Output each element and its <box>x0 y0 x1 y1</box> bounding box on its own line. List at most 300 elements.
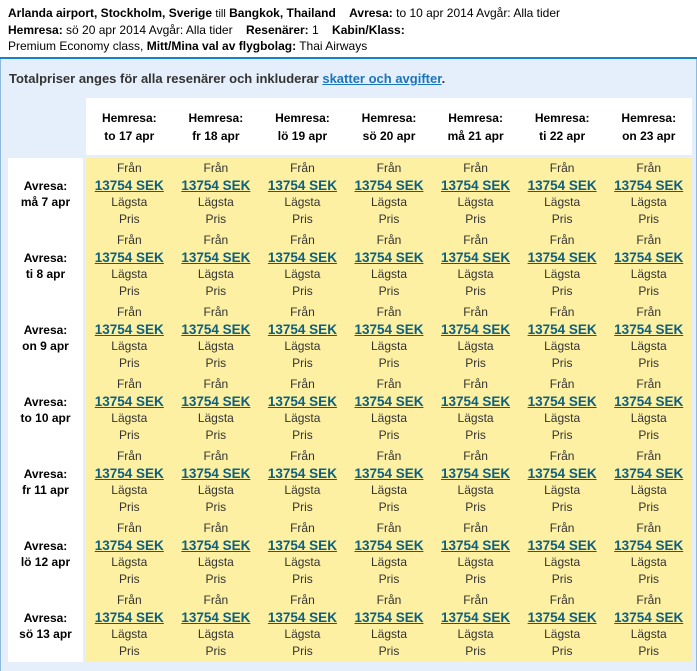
from-label: Från <box>636 593 662 607</box>
lowest-price-line2: Pris <box>378 284 400 298</box>
from-label: Från <box>549 161 575 175</box>
fare-cell <box>519 590 606 662</box>
from-label: Från <box>116 377 142 391</box>
from-label: Från <box>463 305 488 319</box>
price-link[interactable]: 13754 SEK <box>354 394 424 409</box>
from-label: Från <box>376 521 402 535</box>
column-header-hemresa <box>605 98 692 155</box>
price-link[interactable]: 13754 SEK <box>267 322 337 337</box>
fare-cell <box>86 446 173 518</box>
from-label: Från <box>376 161 402 175</box>
from-label: Från <box>376 233 402 247</box>
lowest-price-line1: Lägsta <box>111 411 148 425</box>
fare-cell <box>519 158 606 230</box>
from-label: Från <box>636 377 662 391</box>
lowest-price-line2: Pris <box>118 212 140 226</box>
price-link[interactable]: 13754 SEK <box>441 466 511 481</box>
from-label: Från <box>203 449 229 463</box>
lowest-price-line1: Lägsta <box>197 195 234 209</box>
fare-cell <box>173 230 260 302</box>
lowest-price-line1: Lägsta <box>544 267 581 281</box>
hemresa-date: lö 19 apr <box>277 128 328 143</box>
avresa-value: to 10 apr 2014 Avgår: Alla tider <box>396 6 561 20</box>
row-header-avresa <box>8 374 83 446</box>
from-label: Från <box>290 377 315 391</box>
lowest-price-line2: Pris <box>551 500 573 514</box>
lowest-price-line1: Lägsta <box>370 195 407 209</box>
lowest-price-line2: Pris <box>378 644 400 658</box>
resenarer-label: Resenärer: <box>245 23 309 37</box>
lowest-price-line1: Lägsta <box>457 195 494 209</box>
price-link[interactable]: 13754 SEK <box>527 394 597 409</box>
fare-cell <box>346 230 433 302</box>
lowest-price-line2: Pris <box>465 572 486 586</box>
price-link[interactable]: 13754 SEK <box>267 394 337 409</box>
avresa-date: to 10 apr <box>20 411 71 425</box>
from-label: Från <box>636 449 662 463</box>
price-link[interactable]: 13754 SEK <box>527 322 597 337</box>
fare-cell <box>86 302 173 374</box>
lowest-price-line1: Lägsta <box>284 339 321 353</box>
avresa-label: Avresa: <box>23 251 68 265</box>
fare-cell <box>346 158 433 230</box>
lowest-price-line1: Lägsta <box>544 411 581 425</box>
from-label: Från <box>549 233 575 247</box>
price-link[interactable]: 13754 SEK <box>94 466 164 481</box>
lowest-price-line2: Pris <box>205 212 227 226</box>
hemresa-date: fr 18 apr <box>192 128 240 143</box>
fare-cell <box>259 158 346 230</box>
from-label: Från <box>636 161 662 175</box>
lowest-price-line1: Lägsta <box>197 267 234 281</box>
fare-cell <box>432 302 519 374</box>
lowest-price-line1: Lägsta <box>111 267 148 281</box>
fare-cell <box>259 374 346 446</box>
avresa-date: sö 13 apr <box>19 627 72 641</box>
fare-cell <box>605 374 692 446</box>
lowest-price-line1: Lägsta <box>284 195 321 209</box>
lowest-price-line2: Pris <box>205 428 227 442</box>
lowest-price-line1: Lägsta <box>111 339 148 353</box>
price-link[interactable]: 13754 SEK <box>354 250 424 265</box>
lowest-price-line1: Lägsta <box>284 555 321 569</box>
lowest-price-line2: Pris <box>205 500 227 514</box>
fare-cell <box>346 590 433 662</box>
price-link[interactable]: 13754 SEK <box>181 538 251 553</box>
lowest-price-line1: Lägsta <box>111 555 148 569</box>
avresa-date: fr 11 apr <box>22 483 69 497</box>
lowest-price-line2: Pris <box>118 644 140 658</box>
column-header-hemresa <box>432 98 519 155</box>
from-label: Från <box>636 233 662 247</box>
hemresa-label: Hemresa: <box>448 110 503 125</box>
price-link[interactable]: 13754 SEK <box>527 610 597 625</box>
fare-cell <box>173 158 260 230</box>
price-link[interactable]: 13754 SEK <box>267 178 337 193</box>
fare-cell <box>173 302 260 374</box>
avresa-label: Avresa: <box>23 539 68 553</box>
flygbolag-value: Thai Airways <box>299 39 368 53</box>
fare-cell <box>519 230 606 302</box>
row-header-avresa <box>8 158 83 230</box>
lowest-price-line2: Pris <box>465 212 486 226</box>
column-header-box <box>86 98 692 155</box>
origin-text: Arlanda airport, Stockholm, Sverige <box>8 6 213 20</box>
from-label: Från <box>116 593 142 607</box>
from-label: Från <box>549 449 575 463</box>
lowest-price-line2: Pris <box>292 284 313 298</box>
fare-cell <box>605 590 692 662</box>
price-link[interactable]: 13754 SEK <box>614 322 684 337</box>
from-label: Från <box>290 305 315 319</box>
lowest-price-line2: Pris <box>118 284 140 298</box>
lowest-price-line1: Lägsta <box>544 483 581 497</box>
lowest-price-line1: Lägsta <box>544 555 581 569</box>
price-link[interactable]: 13754 SEK <box>614 250 684 265</box>
price-link[interactable]: 13754 SEK <box>614 394 684 409</box>
lowest-price-line2: Pris <box>551 356 573 370</box>
lowest-price-line2: Pris <box>638 500 660 514</box>
price-link[interactable]: 13754 SEK <box>441 178 511 193</box>
lowest-price-line1: Lägsta <box>457 483 494 497</box>
fare-cell <box>173 518 260 590</box>
from-label: Från <box>463 161 488 175</box>
lowest-price-line1: Lägsta <box>111 627 148 641</box>
lowest-price-line1: Lägsta <box>630 555 667 569</box>
fare-matrix <box>8 98 696 662</box>
price-link[interactable]: 13754 SEK <box>94 394 164 409</box>
fare-cell <box>519 518 606 590</box>
lowest-price-line1: Lägsta <box>284 483 321 497</box>
from-label: Från <box>116 521 142 535</box>
lowest-price-line2: Pris <box>118 500 140 514</box>
lowest-price-line2: Pris <box>465 644 486 658</box>
till-text: till <box>215 8 226 20</box>
column-header-hemresa <box>259 98 346 155</box>
from-label: Från <box>203 305 229 319</box>
fare-cell <box>259 518 346 590</box>
fare-cell <box>605 230 692 302</box>
lowest-price-line2: Pris <box>205 284 227 298</box>
trip-summary <box>0 0 697 57</box>
price-link[interactable]: 13754 SEK <box>267 250 337 265</box>
from-label: Från <box>463 377 488 391</box>
from-label: Från <box>549 305 575 319</box>
lowest-price-line2: Pris <box>638 212 660 226</box>
price-link[interactable]: 13754 SEK <box>94 322 164 337</box>
price-link[interactable]: 13754 SEK <box>527 178 597 193</box>
resenarer-value: 1 <box>312 23 319 37</box>
fare-cell <box>432 374 519 446</box>
lowest-price-line1: Lägsta <box>457 339 494 353</box>
lowest-price-line2: Pris <box>551 428 573 442</box>
price-link[interactable]: 13754 SEK <box>181 466 251 481</box>
from-label: Från <box>116 449 142 463</box>
hemresa-label: Hemresa: <box>275 110 330 125</box>
price-link[interactable]: 13754 SEK <box>354 466 424 481</box>
lowest-price-line1: Lägsta <box>284 267 321 281</box>
price-link[interactable]: 13754 SEK <box>614 610 684 625</box>
price-link[interactable]: 13754 SEK <box>181 178 251 193</box>
price-link[interactable]: 13754 SEK <box>441 322 511 337</box>
from-label: Från <box>290 449 315 463</box>
lowest-price-line2: Pris <box>118 428 140 442</box>
lowest-price-line1: Lägsta <box>457 411 494 425</box>
hemresa-label: Hemresa: <box>361 110 417 125</box>
from-label: Från <box>376 593 402 607</box>
hemresa-label: Hemresa: <box>101 110 157 125</box>
from-label: Från <box>463 233 488 247</box>
from-label: Från <box>376 305 402 319</box>
lowest-price-line2: Pris <box>638 644 660 658</box>
lowest-price-line2: Pris <box>378 212 400 226</box>
avresa-label: Avresa: <box>349 6 393 20</box>
price-link[interactable]: 13754 SEK <box>267 466 337 481</box>
lowest-price-line2: Pris <box>292 500 313 514</box>
hemresa-label: Hemresa: <box>621 110 677 125</box>
lowest-price-line2: Pris <box>638 428 660 442</box>
lowest-price-line2: Pris <box>118 356 140 370</box>
lowest-price-line2: Pris <box>292 212 313 226</box>
avresa-label: Avresa: <box>23 467 68 481</box>
taxes-fees-link[interactable]: skatter och avgifter <box>322 71 442 86</box>
from-label: Från <box>116 305 142 319</box>
lowest-price-line2: Pris <box>638 572 660 586</box>
column-header-hemresa <box>86 98 173 155</box>
lowest-price-line1: Lägsta <box>457 627 494 641</box>
fare-cell <box>519 302 606 374</box>
lowest-price-line2: Pris <box>551 644 573 658</box>
fare-cell <box>259 446 346 518</box>
hemresa-value: sö 20 apr 2014 Avgår: Alla tider <box>66 23 233 37</box>
column-header-row <box>86 98 696 155</box>
price-link[interactable]: 13754 SEK <box>267 610 337 625</box>
lowest-price-line1: Lägsta <box>630 483 667 497</box>
lowest-price-line1: Lägsta <box>197 339 234 353</box>
column-header-hemresa <box>173 98 260 155</box>
lowest-price-line1: Lägsta <box>630 627 667 641</box>
fare-cell <box>346 302 433 374</box>
from-label: Från <box>463 521 488 535</box>
lowest-price-line2: Pris <box>551 212 573 226</box>
from-label: Från <box>290 521 315 535</box>
destination-text: Bangkok, Thailand <box>229 6 336 20</box>
price-link[interactable]: 13754 SEK <box>354 610 424 625</box>
price-link[interactable]: 13754 SEK <box>181 322 251 337</box>
lowest-price-line2: Pris <box>205 644 227 658</box>
fare-cell <box>605 518 692 590</box>
row-header-avresa <box>8 302 83 374</box>
hemresa-date: må 21 apr <box>447 128 504 143</box>
fare-cell <box>432 590 519 662</box>
column-header-hemresa <box>346 98 433 155</box>
price-link[interactable]: 13754 SEK <box>354 322 424 337</box>
fare-grid <box>86 158 692 662</box>
avresa-date: ti 8 apr <box>25 267 66 281</box>
fare-cell <box>259 230 346 302</box>
lowest-price-line1: Lägsta <box>630 267 667 281</box>
fare-cell <box>86 590 173 662</box>
note-text: Totalpriser anges för alla resenärer och inkluderar <box>9 71 319 86</box>
price-link[interactable]: 13754 SEK <box>94 538 164 553</box>
hemresa-label: Hemresa: <box>188 110 244 125</box>
row-header-avresa <box>8 446 83 518</box>
price-link[interactable]: 13754 SEK <box>527 466 597 481</box>
lowest-price-line1: Lägsta <box>197 483 234 497</box>
lowest-price-line2: Pris <box>378 500 400 514</box>
price-link[interactable]: 13754 SEK <box>94 610 164 625</box>
lowest-price-line2: Pris <box>118 572 140 586</box>
fare-cell <box>346 518 433 590</box>
from-label: Från <box>290 593 315 607</box>
from-label: Från <box>116 161 142 175</box>
from-label: Från <box>636 305 662 319</box>
total-price-note <box>1 59 696 87</box>
price-link[interactable]: 13754 SEK <box>354 538 424 553</box>
fare-cell <box>173 446 260 518</box>
from-label: Från <box>203 521 229 535</box>
fare-cell <box>432 158 519 230</box>
fare-cell <box>432 446 519 518</box>
avresa-date: on 9 apr <box>22 339 69 353</box>
lowest-price-line2: Pris <box>638 284 660 298</box>
lowest-price-line1: Lägsta <box>197 555 234 569</box>
price-link[interactable]: 13754 SEK <box>354 178 424 193</box>
avresa-date: lö 12 apr <box>20 555 71 569</box>
fare-matrix-body <box>8 158 696 662</box>
from-label: Från <box>463 449 488 463</box>
lowest-price-line1: Lägsta <box>284 627 321 641</box>
price-link[interactable]: 13754 SEK <box>181 394 251 409</box>
from-label: Från <box>636 521 662 535</box>
from-label: Från <box>549 593 575 607</box>
lowest-price-line2: Pris <box>292 428 313 442</box>
lowest-price-line1: Lägsta <box>544 627 581 641</box>
price-link[interactable]: 13754 SEK <box>94 178 164 193</box>
from-label: Från <box>203 233 229 247</box>
price-link[interactable]: 13754 SEK <box>441 610 511 625</box>
lowest-price-line1: Lägsta <box>370 483 407 497</box>
lowest-price-line2: Pris <box>378 428 400 442</box>
fare-cell <box>86 158 173 230</box>
price-link[interactable]: 13754 SEK <box>527 538 597 553</box>
lowest-price-line2: Pris <box>292 572 313 586</box>
fare-cell <box>346 374 433 446</box>
price-link[interactable]: 13754 SEK <box>441 394 511 409</box>
lowest-price-line1: Lägsta <box>457 555 494 569</box>
hemresa-label: Hemresa: <box>534 110 590 125</box>
fare-cell <box>259 302 346 374</box>
avresa-label: Avresa: <box>23 395 68 409</box>
lowest-price-line2: Pris <box>292 644 313 658</box>
fare-cell <box>605 302 692 374</box>
avresa-date: må 7 apr <box>20 195 71 209</box>
from-label: Från <box>290 161 315 175</box>
price-link[interactable]: 13754 SEK <box>441 538 511 553</box>
lowest-price-line1: Lägsta <box>370 627 407 641</box>
lowest-price-line1: Lägsta <box>370 555 407 569</box>
avresa-label: Avresa: <box>23 611 68 625</box>
lowest-price-line2: Pris <box>292 356 313 370</box>
note-suffix: . <box>441 71 446 86</box>
hemresa-date: on 23 apr <box>622 128 676 143</box>
price-link[interactable]: 13754 SEK <box>614 538 684 553</box>
lowest-price-line2: Pris <box>638 356 660 370</box>
lowest-price-line2: Pris <box>465 428 486 442</box>
fare-cell <box>86 230 173 302</box>
lowest-price-line1: Lägsta <box>544 195 581 209</box>
fare-panel <box>0 59 697 671</box>
from-label: Från <box>203 377 229 391</box>
from-label: Från <box>549 377 575 391</box>
lowest-price-line1: Lägsta <box>111 483 148 497</box>
fare-cell <box>432 230 519 302</box>
lowest-price-line2: Pris <box>551 284 573 298</box>
avresa-label: Avresa: <box>23 323 68 337</box>
from-label: Från <box>376 449 402 463</box>
lowest-price-line1: Lägsta <box>630 339 667 353</box>
fare-cell <box>173 590 260 662</box>
lowest-price-line2: Pris <box>551 572 573 586</box>
lowest-price-line1: Lägsta <box>457 267 494 281</box>
fare-cell <box>519 374 606 446</box>
lowest-price-line2: Pris <box>205 572 227 586</box>
lowest-price-line1: Lägsta <box>370 411 407 425</box>
row-header-avresa <box>8 590 83 662</box>
lowest-price-line2: Pris <box>465 500 486 514</box>
from-label: Från <box>376 377 402 391</box>
fare-cell <box>605 446 692 518</box>
lowest-price-line1: Lägsta <box>284 411 321 425</box>
price-link[interactable]: 13754 SEK <box>614 466 684 481</box>
price-link[interactable]: 13754 SEK <box>181 610 251 625</box>
price-link[interactable]: 13754 SEK <box>441 250 511 265</box>
lowest-price-line1: Lägsta <box>111 195 148 209</box>
lowest-price-line1: Lägsta <box>197 411 234 425</box>
price-link[interactable]: 13754 SEK <box>527 250 597 265</box>
row-header-avresa <box>8 518 83 590</box>
fare-cell <box>346 446 433 518</box>
price-link[interactable]: 13754 SEK <box>181 250 251 265</box>
price-link[interactable]: 13754 SEK <box>267 538 337 553</box>
trip-summary-line3 <box>8 38 691 54</box>
row-header-avresa <box>8 230 83 302</box>
from-label: Från <box>290 233 315 247</box>
hemresa-date: ti 22 apr <box>539 128 586 143</box>
fare-cell <box>519 446 606 518</box>
lowest-price-line1: Lägsta <box>630 195 667 209</box>
price-link[interactable]: 13754 SEK <box>94 250 164 265</box>
lowest-price-line2: Pris <box>378 356 400 370</box>
lowest-price-line1: Lägsta <box>370 339 407 353</box>
hemresa-label: Hemresa: <box>8 23 63 37</box>
from-label: Från <box>203 593 229 607</box>
lowest-price-line2: Pris <box>378 572 400 586</box>
fare-cell <box>432 518 519 590</box>
price-link[interactable]: 13754 SEK <box>614 178 684 193</box>
from-label: Från <box>549 521 575 535</box>
trip-summary-line2 <box>8 22 691 38</box>
from-label: Från <box>463 593 488 607</box>
lowest-price-line1: Lägsta <box>544 339 581 353</box>
flygbolag-label: Mitt/Mina val av flygbolag: <box>146 39 297 53</box>
fare-cell <box>86 518 173 590</box>
lowest-price-line1: Lägsta <box>197 627 234 641</box>
row-header-column <box>8 158 83 662</box>
hemresa-date: to 17 apr <box>104 128 155 143</box>
from-label: Från <box>116 233 142 247</box>
trip-summary-line1 <box>8 5 691 22</box>
